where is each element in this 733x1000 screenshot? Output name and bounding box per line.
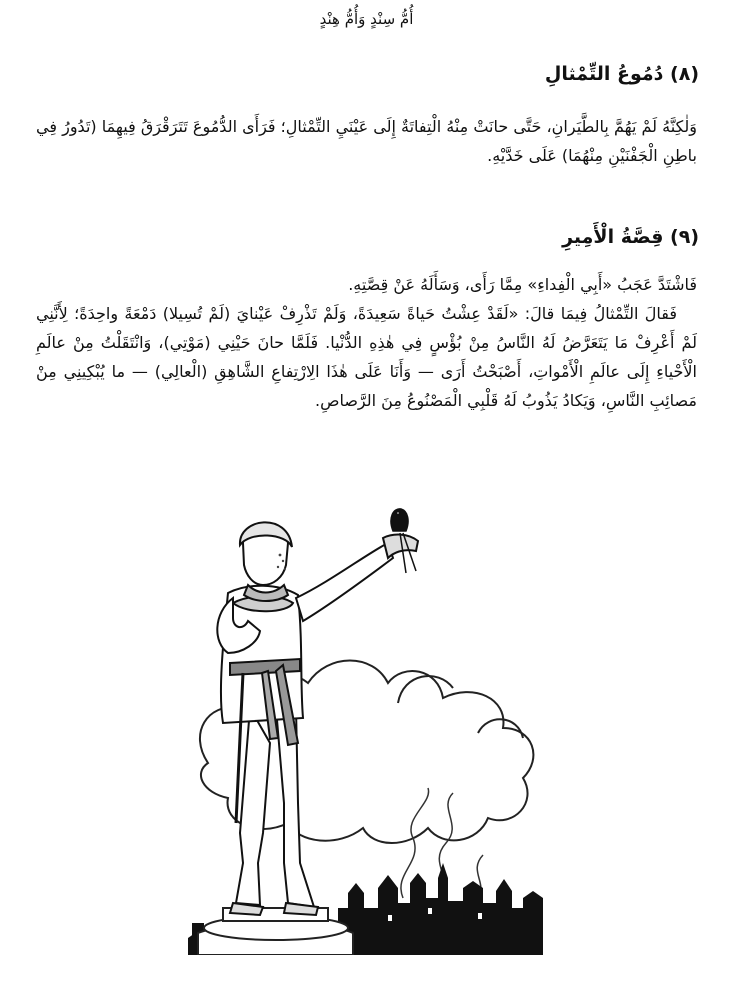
pedestal: [198, 908, 353, 955]
section-9-paragraph-1: فَاشْتَدَّ عَجَبُ «أَبِي الْفِداءِ» مِمَّا رَأَى، وَسَأَلَهُ عَنْ قِصَّتِهِ.: [348, 275, 697, 294]
section-9-heading: (٩) قِصَّةُ الْأَمِيرِ: [562, 226, 699, 248]
section-8-paragraph: وَلٰكِنَّهُ لَمْ يَهُمَّ بِالطَّيَرانِ، حَتَّى حانَتْ مِنْهُ الْتِفاتَةٌ إِلَى عَيْنَيِ التِّمْثالِ؛ فَرَأَى الدُّمُوعَ تَتَرَقْرَقُ فِيهِمَا (تَدُورُ فِي باطِنِ الْجَفْنَيْنِ مِنْهُمَا) عَلَى خَدَّيْهِ.: [36, 117, 697, 165]
prince-statue-illustration-icon: [188, 503, 548, 955]
section-9-paragraph-2: فَقالَ التِّمْثالُ فِيمَا قالَ: «لَقَدْ عِشْتُ حَياةً سَعِيدَةً، وَلَمْ تَذْرِفْ عَيْنايَ (لَمْ تُسِيلا) دَمْعَةً واحِدَةً؛ لِأَنَّنِي لَمْ أَعْرِفْ مَا يَتَعَرَّضُ لَهُ النَّاسُ مِنْ بُؤْسٍ فِي هٰذِهِ الدُّنْيا. فَلَمَّا حانَ حَيْنِي (مَوْتِي)، وَانْتَقَلْتُ مِنْ عالَمِ الْأَحْياءِ إِلَى عالَمِ الْأَمْواتِ، أَصْبَحْتُ أَرَى — وَأَنَا عَلَى هٰذَا الِارْتِفاعِ الشَّاهِقِ (الْعالِي) — ما يُبْكِينِي مِنْ مَصائِبِ النَّاسِ، وَيَكادُ يَذُوبُ لَهُ قَلْبِي الْمَصْنُوعُ مِنَ الرَّصاصِ.: [36, 304, 697, 410]
running-head: أُمُّ سِنْدٍ وَأُمُّ هِنْدٍ: [319, 10, 414, 28]
section-8-heading: (٨) دُمُوعُ التِّمْثالِ: [544, 63, 699, 85]
